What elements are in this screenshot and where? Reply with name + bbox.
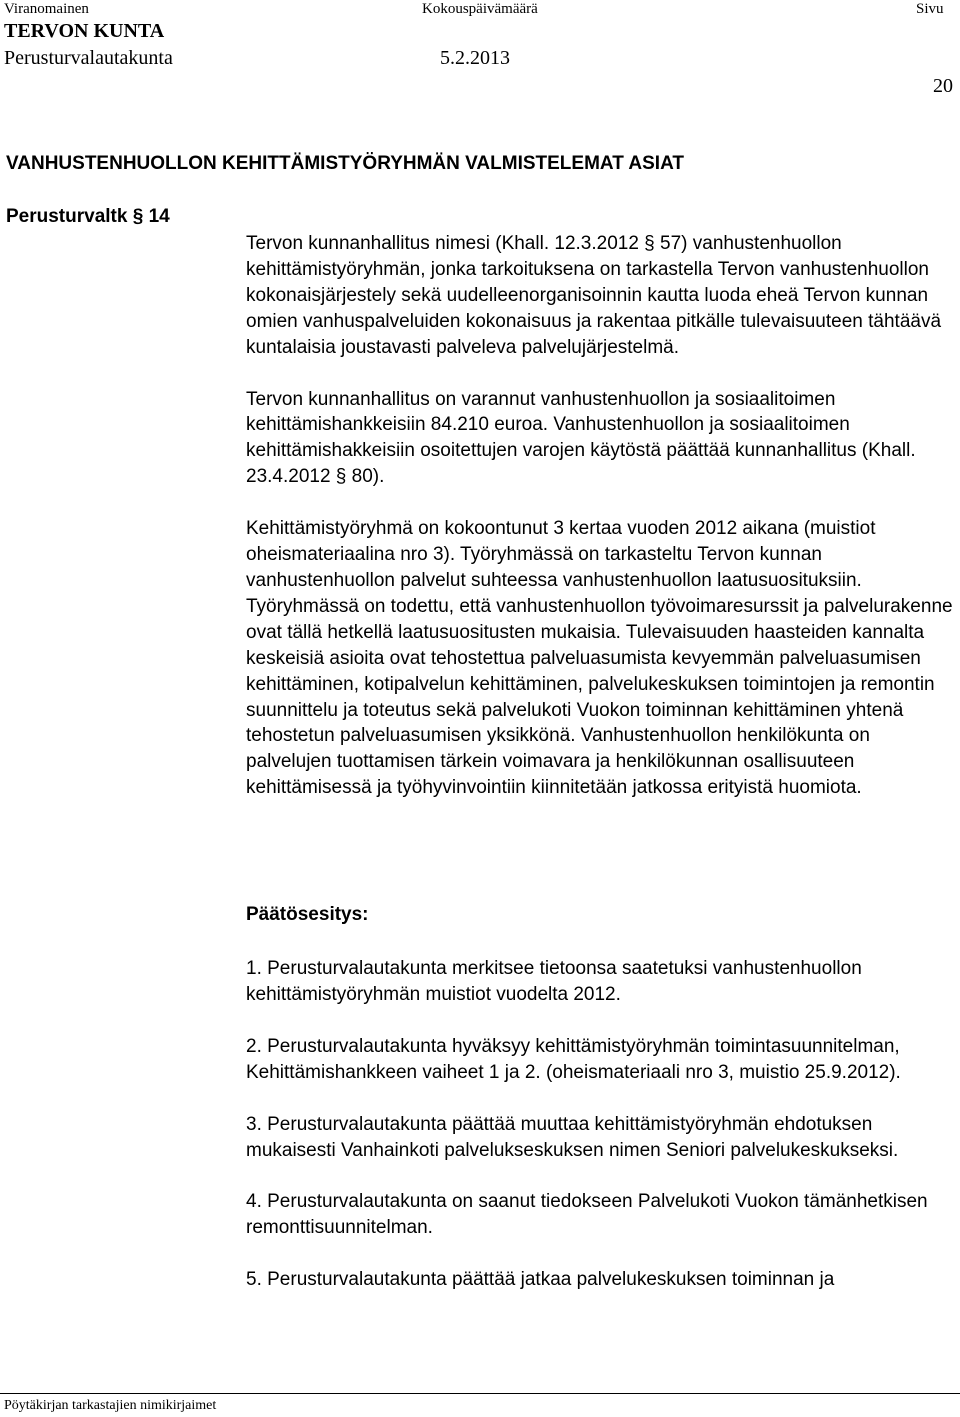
proposal-list — [246, 956, 958, 1293]
section-reference: Perusturvaltk § 14 — [6, 206, 170, 227]
paragraph-1: Tervon kunnanhallitus nimesi (Khall. 12.3.2012 § 57) vanhustenhuollon kehittämistyöryhmän, jonka tarkoituksena on tarkastella Tervon vanhustenhuollon kokonaisjärjestely sekä uudelleenorganisoinnin kautta luoda eheä Tervon kunnan omien vanhuspalveluiden kokonaisuus ja rakentaa pitkälle tulevaisuuteen tähtäävä kuntalaisia joustavasti palveleva palvelujärjestelmä. — [246, 233, 942, 358]
header-org-name: TERVON KUNTA — [4, 20, 165, 42]
page-number: 20 — [933, 75, 953, 97]
header-page-label: Sivu — [916, 1, 944, 17]
header-meeting-date: 5.2.2013 — [440, 47, 510, 69]
proposal-item-3: 3. Perusturvalautakunta päättää muuttaa kehittämistyöryhmän ehdotuksen mukaisesti Vanhainkoti palvelukseskuksen nimen Seniori palvelukeskukseksi. — [246, 1113, 899, 1161]
paragraph-3: Kehittämistyöryhmä on kokoontunut 3 kertaa vuoden 2012 aikana (muistiot oheismateriaalina nro 3). Työryhmässä on tarkasteltu Tervon kunnan vanhustenhuollon palvelut suhteessa vanhustenhuollon laatusuosituksiin. Työryhmässä on todettu, että vanhustenhuollon työvoimaresurssit ja palvelurakenne ovat tällä hetkellä laatusuositusten mukaisia. Tulevaisuuden haasteiden kannalta keskeisiä asioita ovat tehostettua palveluasumista kevyemmän palveluasumisen kehittäminen, kotipalvelun kehittäminen, palvelukeskuksen toimintojen ja remontin suunnittelu ja toteutus sekä palvelukoti Vuokon toiminnan kehittäminen yhtenä tehostetun palveluasumisen yksikkönä. Vanhustenhuollon henkilökunta on palvelujen tuottamisen tärkein voimavara ja henkilökunnan osallisuuteen kehittämisessä ja työhyvinvointiin kiinnitetään jatkossa erityistä huomiota. — [246, 518, 953, 799]
proposal-item-2: 2. Perusturvalautakunta hyväksyy kehittämistyöryhmän toimintasuunnitelman, Kehittämishankkeen vaiheet 1 ja 2. (oheismateriaali nro 3, muistio 25.9.2012). — [246, 1035, 901, 1083]
header-meeting-date-label: Kokouspäivämäärä — [422, 1, 538, 17]
footer-initials-label: Pöytäkirjan tarkastajien nimikirjaimet — [4, 1398, 217, 1413]
document-title: VANHUSTENHUOLLON KEHITTÄMISTYÖRYHMÄN VALMISTELEMAT ASIAT — [6, 153, 684, 174]
document-body — [246, 231, 958, 801]
proposal-item-1: 1. Perusturvalautakunta merkitsee tietoonsa saatetuksi vanhustenhuollon kehittämistyöryhmän muistiot vuodelta 2012. — [246, 958, 862, 1005]
footer-divider — [0, 1393, 960, 1394]
header-authority-label: Viranomainen — [4, 1, 89, 17]
header-board-name: Perusturvalautakunta — [4, 47, 173, 69]
proposal-item-4: 4. Perusturvalautakunta on saanut tiedokseen Palvelukoti Vuokon tämänhetkisen remonttisuunnitelman. — [246, 1191, 928, 1239]
proposal-item-5: 5. Perusturvalautakunta päättää jatkaa palvelukeskuksen toiminnan ja — [246, 1269, 835, 1291]
paragraph-2: Tervon kunnanhallitus on varannut vanhustenhuollon ja sosiaalitoimen kehittämishankkeisiin 84.210 euroa. Vanhustenhuollon ja sosiaalitoimen kehittämishakkeisiin osoitettujen varojen käytöstä päättää kunnanhallitus (Khall. 23.4.2012 § 80). — [246, 388, 916, 488]
proposal-heading: Päätösesitys: — [246, 904, 369, 925]
